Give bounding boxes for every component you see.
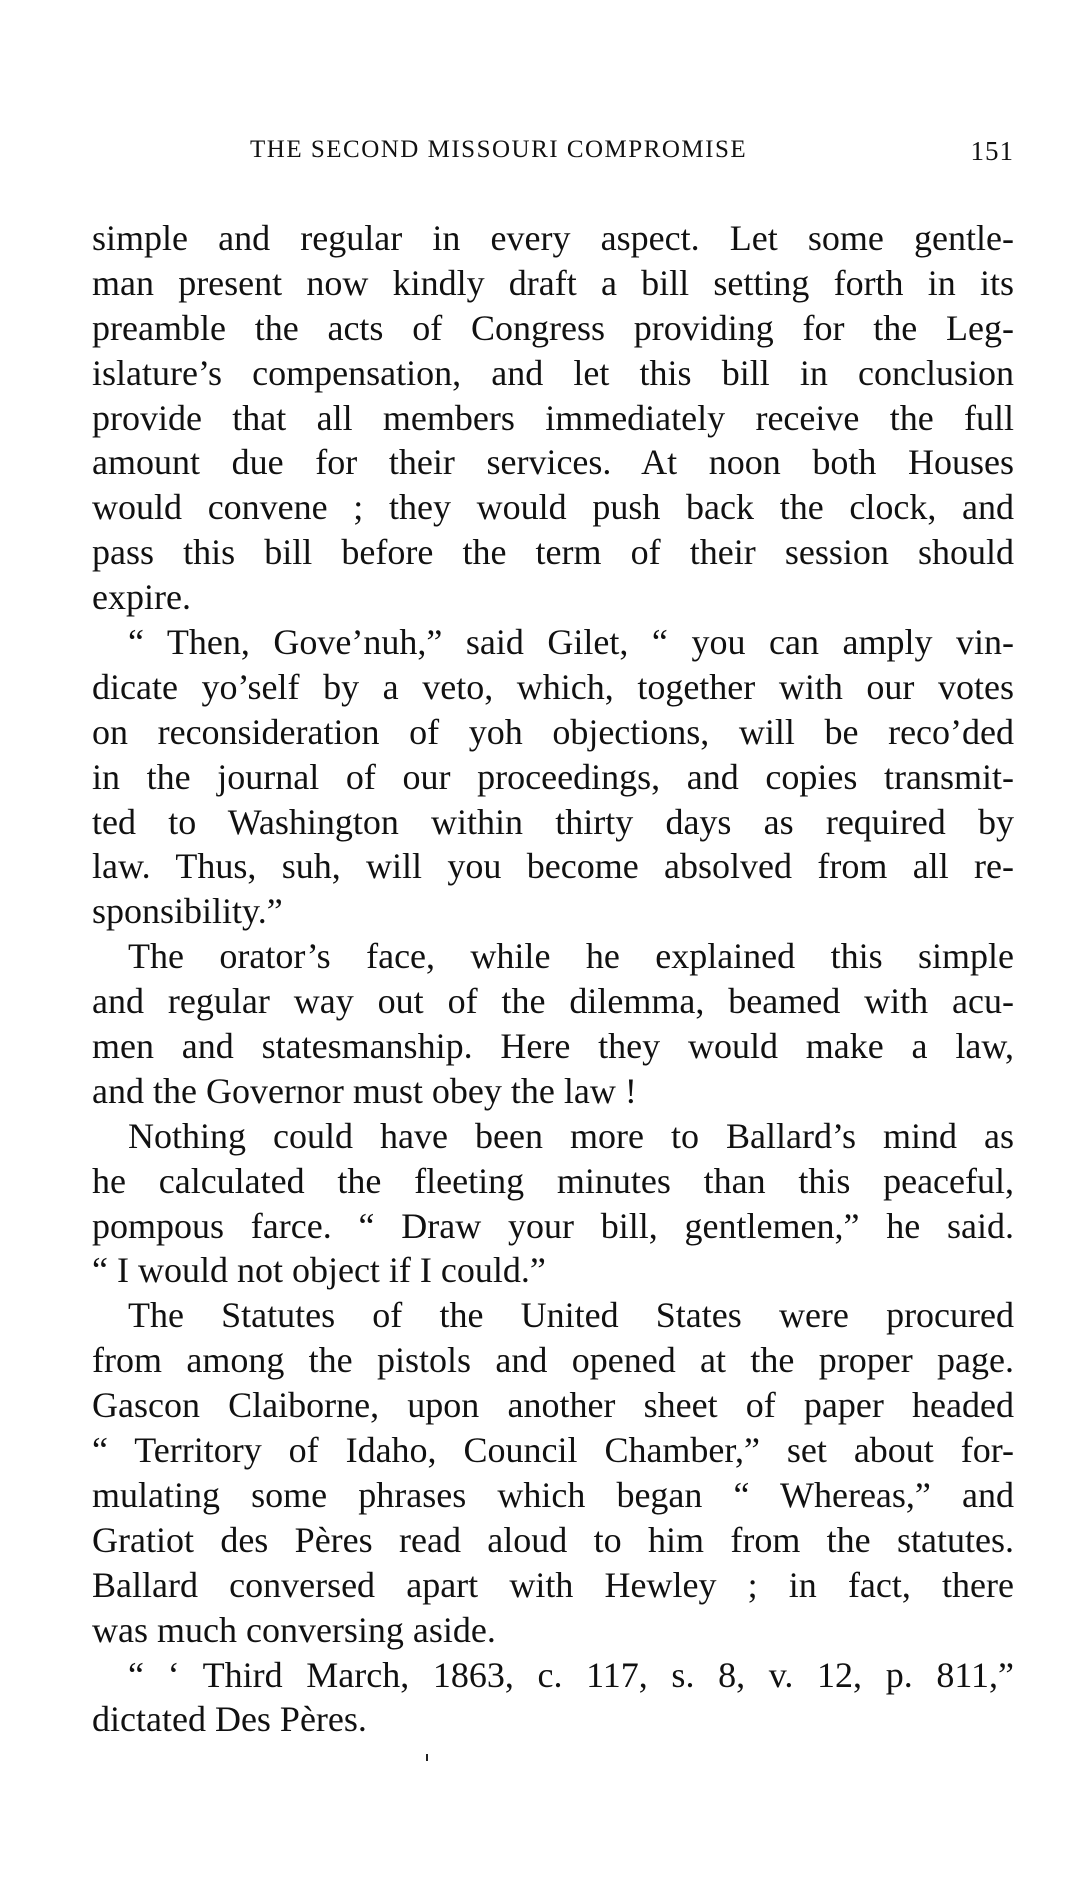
text-line: man present now kindly draft a bill setting forth in its [92,262,1014,303]
running-title: THE SECOND MISSOURI COMPROMISE [250,136,748,163]
page-number: 151 [970,136,1014,166]
text-line: on reconsideration of yoh objections, will be reco’ded [92,711,1014,752]
paragraph [92,934,1014,1114]
text-line: pass this bill before the term of their session should [92,532,1014,573]
text-line: “ Then, Gove’nuh,” said Gilet, “ you can amply vin- [128,622,1014,663]
text-line: islature’s compensation, and let this bill in conclusion [92,352,1014,393]
text-line: “ Territory of Idaho, Council Chamber,” set about for- [92,1430,1014,1471]
paragraph [92,1293,1014,1652]
text-line: would convene ; they would push back the clock, and [92,487,1014,528]
running-head [250,136,1014,176]
text-line: law. Thus, suh, will you become absolved from all re- [92,846,1014,887]
text-line: Gratiot des Pères read aloud to him from the statutes. [92,1519,1014,1560]
text-line: pompous farce. “ Draw your bill, gentlemen,” he said. [92,1205,1014,1246]
paragraph [92,1653,1014,1743]
text-line: preamble the acts of Congress providing for the Leg- [92,307,1014,348]
stray-ink-mark [426,1754,428,1761]
text-line: he calculated the fleeting minutes than this peaceful, [92,1160,1014,1201]
text-line: Gascon Claiborne, upon another sheet of paper headed [92,1385,1014,1426]
text-line: in the journal of our proceedings, and copies transmit- [92,756,1014,797]
text-line: sponsibility.” [92,891,283,932]
text-line: and the Governor must obey the law ! [92,1070,637,1111]
text-line: “ I would not object if I could.” [92,1250,546,1291]
text-line: and regular way out of the dilemma, beamed with acu- [92,981,1014,1022]
text-line: mulating some phrases which began “ Whereas,” and [92,1474,1014,1515]
text-line: provide that all members immediately receive the full [92,397,1014,438]
text-line: amount due for their services. At noon both Houses [92,442,1014,483]
text-line: dicate yo’self by a veto, which, together with our votes [92,666,1014,707]
text-line: dictated Des Pères. [92,1699,367,1740]
text-line: The orator’s face, while he explained this simple [128,936,1014,977]
text-line: simple and regular in every aspect. Let some gentle- [92,218,1014,258]
text-line: ted to Washington within thirty days as required by [92,801,1014,842]
text-line: men and statesmanship. Here they would make a law, [92,1026,1014,1067]
text-line: “ ‘ Third March, 1863, c. 117, s. 8, v. 12, p. 811,” [128,1654,1014,1695]
text-line: Ballard conversed apart with Hewley ; in fact, there [92,1564,1014,1605]
paragraph [92,620,1014,934]
paragraph [92,216,1014,620]
text-line: The Statutes of the United States were procured [128,1295,1014,1336]
text-line: was much conversing aside. [92,1609,496,1650]
text-line: Nothing could have been more to Ballard’s mind as [128,1115,1014,1156]
text-line: expire. [92,577,191,618]
paragraph [92,1114,1014,1294]
text-line: from among the pistols and opened at the proper page. [92,1340,1014,1381]
body-text [92,216,1014,1742]
